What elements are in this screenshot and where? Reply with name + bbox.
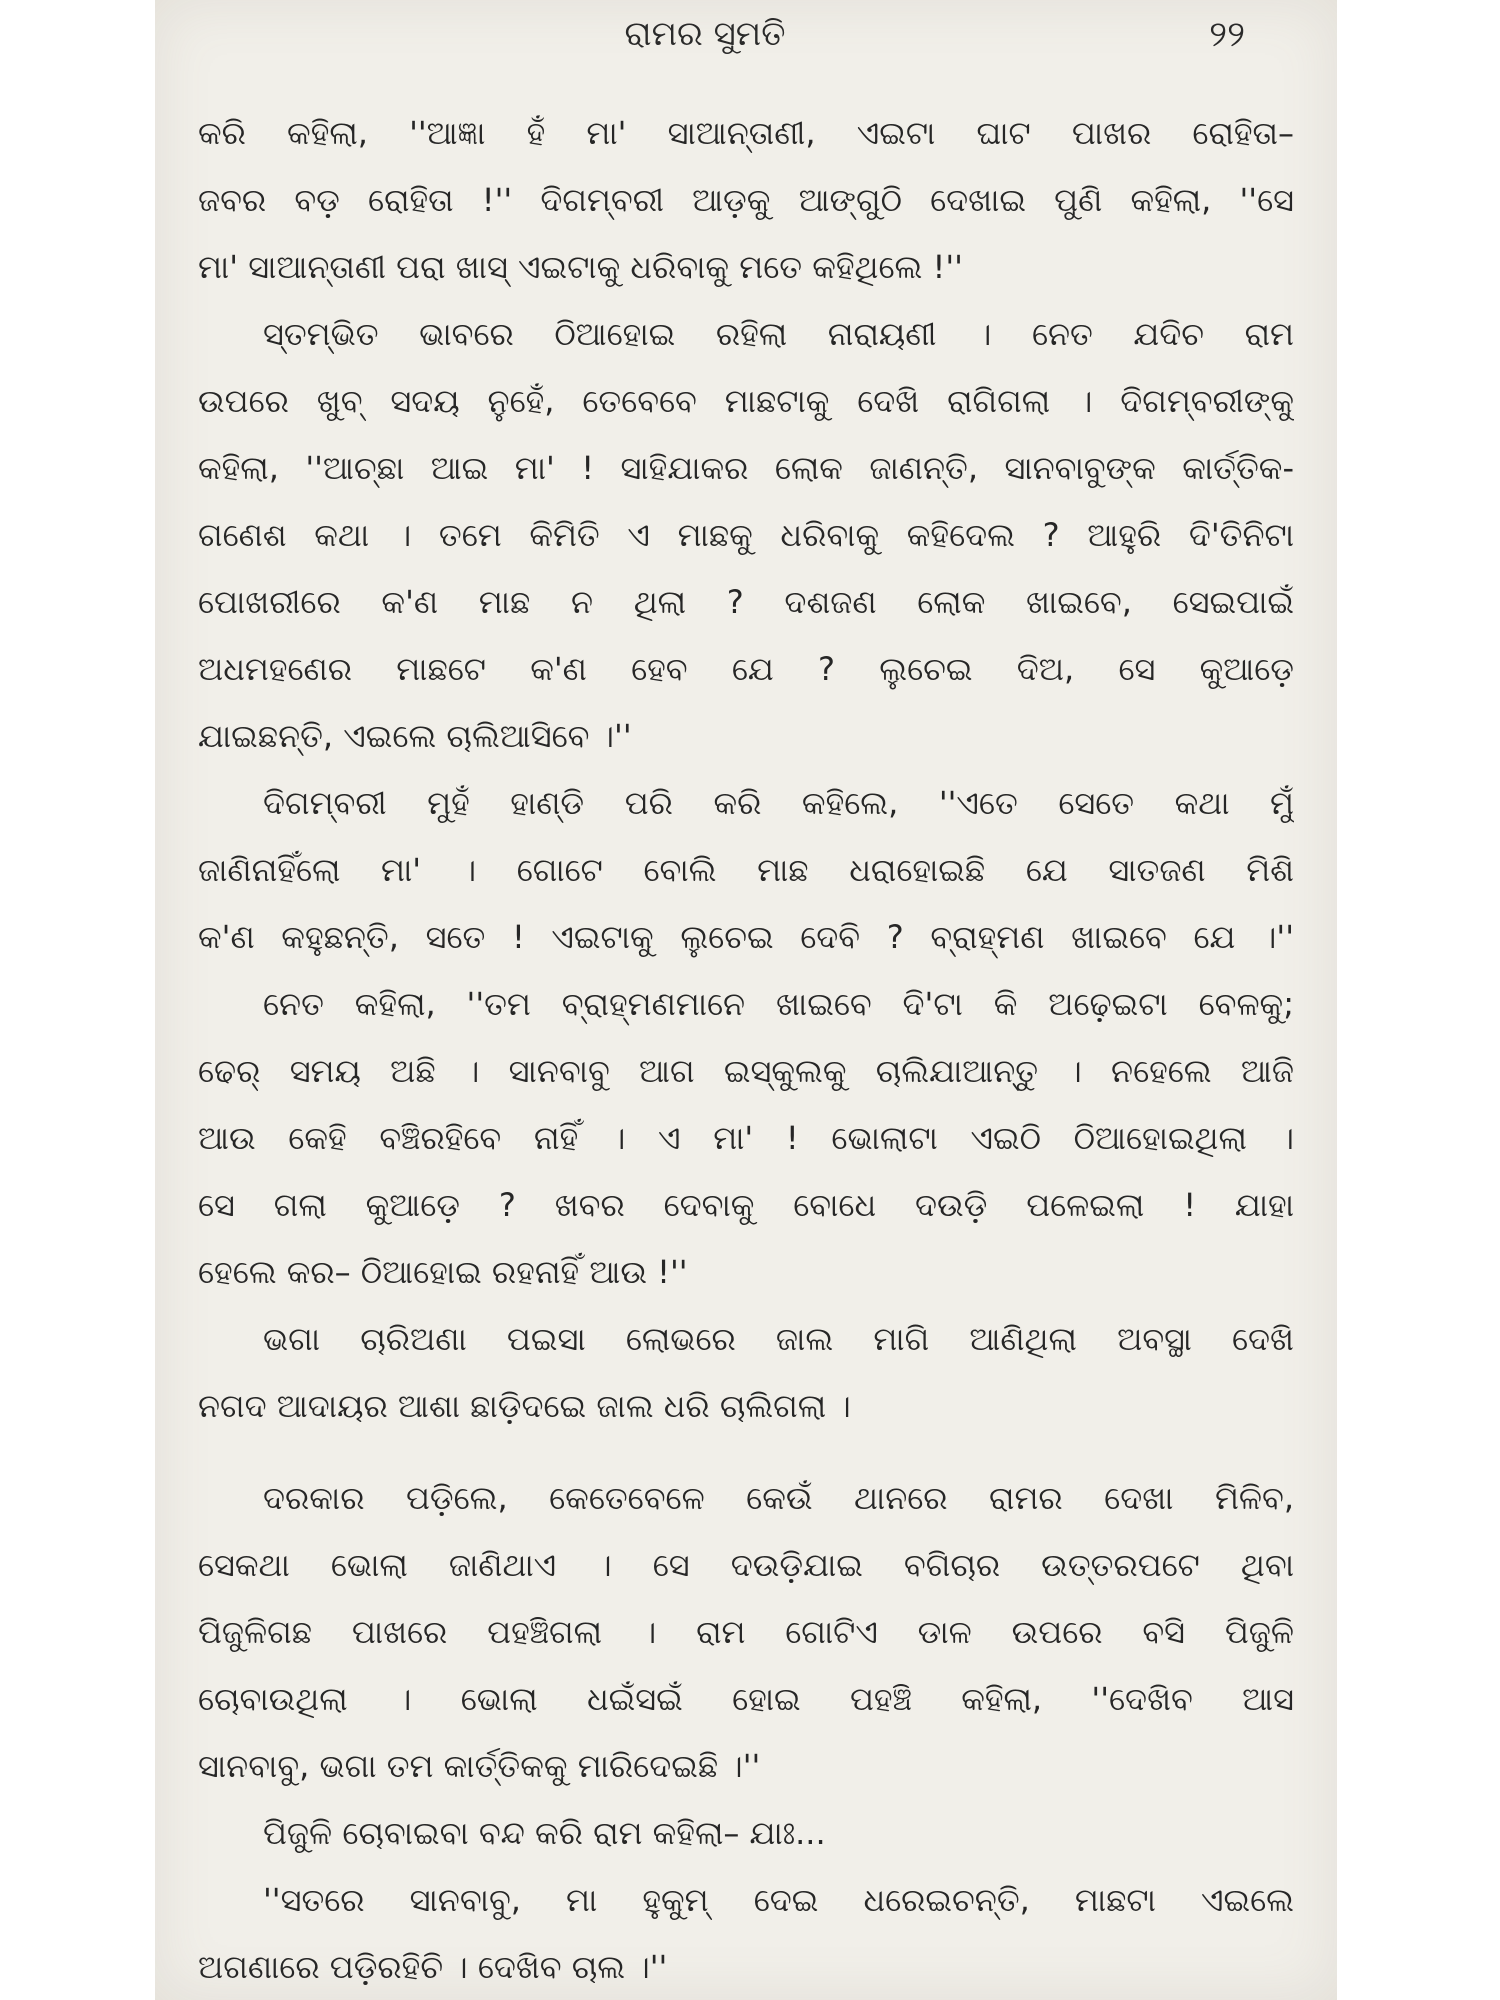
text-line: କହିଲା, ''ଆଚ୍ଛା ଆଇ ମା' ! ସାହିଯାକର ଲୋକ ଜାଣନ୍ତି, ସାନବାବୁଙ୍କ କାର୍ତ୍ତିକ- — [198, 449, 1294, 487]
text-line: ପୋଖରୀରେ କ'ଣ ମାଛ ନ ଥିଲା ? ଦଶଜଣ ଲୋକ ଖାଇବେ, ସେଇପାଇଁ — [198, 583, 1294, 621]
text-line: ସେକଥା ଭୋଲା ଜାଣିଥାଏ । ସେ ଦଉଡ଼ିଯାଇ ବଗିଚାର ଉତ୍ତରପଟେ ଥିବା — [198, 1546, 1294, 1584]
text-line: ଉପରେ ଖୁବ୍ ସଦୟ ନୁହେଁ, ତେବେବେ ମାଛଟାକୁ ଦେଖି ରାଗିଗଲା । ଦିଗମ୍ବରୀଙ୍କୁ — [198, 382, 1294, 420]
text-line: କ'ଣ କହୁଛନ୍ତି, ସତେ ! ଏଇଟାକୁ ଲୁଚେଇ ଦେବି ? ବ୍ରାହ୍ମଣ ଖାଇବେ ଯେ ।'' — [198, 918, 1294, 956]
text-line: ଦରକାର ପଡ଼ିଲେ, କେତେବେଳେ କେଉଁ ଥାନରେ ରାମର ଦେଖା ମିଳିବ, — [263, 1479, 1294, 1517]
text-line: ''ସତରେ ସାନବାବୁ, ମା ହୁକୁମ୍ ଦେଇ ଧରେଇଚନ୍ତି, ମାଛଟା ଏଇଲେ — [263, 1881, 1294, 1919]
text-line: ଭଗା ଚାରିଅଣା ପଇସା ଲୋଭରେ ଜାଲ ମାଗି ଆଣିଥିଲା ଅବସ୍ଥା ଦେଖି — [263, 1320, 1294, 1358]
text-line: ନେତ କହିଲା, ''ତମ ବ୍ରାହ୍ମଣମାନେ ଖାଇବେ ଦି'ଟା କି ଅଢ଼େଇଟା ବେଳକୁ; — [263, 985, 1294, 1023]
text-line: ମା' ସାଆନ୍ତାଣୀ ପରା ଖାସ୍ ଏଇଟାକୁ ଧରିବାକୁ ମତେ କହିଥିଲେ !'' — [198, 248, 963, 286]
text-line: ଅଗଣାରେ ପଡ଼ିରହିଚି । ଦେଖିବ ଚାଲ ।'' — [198, 1948, 668, 1986]
text-line: ଅଧମହଣେର ମାଛଟେ କ'ଣ ହେବ ଯେ ? ଲୁଚେଇ ଦିଅ, ସେ କୁଆଡ଼େ — [198, 650, 1294, 688]
page-header — [155, 8, 1337, 68]
running-title: ରାମର ସୁମତି — [624, 14, 786, 54]
text-line: ହେଲେ କର– ଠିଆହୋଇ ରହନାହିଁ ଆଉ !'' — [198, 1253, 688, 1291]
text-line: ନଗଦ ଆଦାୟର ଆଶା ଛାଡ଼ିଦଇେ ଜାଲ ଧରି ଚାଲିଗଲା । — [198, 1387, 851, 1425]
text-line: ଜବର ବଡ଼ ରୋହିତା !'' ଦିଗମ୍ବରୀ ଆଡ଼କୁ ଆଙ୍ଗୁଠି ଦେଖାଇ ପୁଣି କହିଲା, ''ସେ — [198, 181, 1294, 219]
text-line: ପିଜୁଳି ଚୋବାଇବା ବନ୍ଦ କରି ରାମ କହିଲା– ଯାଃ... — [263, 1814, 826, 1852]
text-line: ପିଜୁଳିଗଛ ପାଖରେ ପହଞ୍ଚିଗଲା । ରାମ ଗୋଟିଏ ଡାଳ ଉପରେ ବସି ପିଜୁଳି — [198, 1613, 1294, 1651]
text-line: ସେ ଗଲା କୁଆଡ଼େ ? ଖବର ଦେବାକୁ ବୋଧେ ଦଉଡ଼ି ପଳେଇଲା ! ଯାହା — [198, 1186, 1294, 1224]
text-line: ଦିଗମ୍ବରୀ ମୁହଁ ହାଣ୍ଡି ପରି କରି କହିଲେ, ''ଏତେ ସେତେ କଥା ମୁଁ — [263, 784, 1294, 822]
text-line: ଜାଣିନାହିଁଲୋ ମା' । ଗୋଟେ ବୋଲି ମାଛ ଧରାହୋଇଛି ଯେ ସାତଜଣ ମିଶି — [198, 851, 1294, 889]
text-line: ଯାଇଛନ୍ତି, ଏଇଲେ ଚାଲିଆସିବେ ।'' — [198, 717, 632, 755]
text-line: ଆଉ କେହି ବଞ୍ଚିରହିବେ ନାହିଁ । ଏ ମା' ! ଭୋଲାଟା ଏଇଠି ଠିଆହୋଇଥିଲା । — [198, 1119, 1294, 1157]
text-line: ଢେର୍ ସମୟ ଅଛି । ସାନବାବୁ ଆଗ ଇସ୍କୁଲକୁ ଚାଲିଯାଆନ୍ତୁ । ନହେଲେ ଆଜି — [198, 1052, 1294, 1090]
text-line: ଗଣେଶ କଥା । ତମେ କିମିତି ଏ ମାଛକୁ ଧରିବାକୁ କହିଦେଲ ? ଆହୁରି ଦି'ତିନିଟା — [198, 516, 1294, 554]
text-line: ଚୋବାଉଥିଲା । ଭୋଲା ଧଇଁସଇଁ ହୋଇ ପହଞ୍ଚି କହିଲା, ''ଦେଖିବ ଆସ — [198, 1680, 1294, 1718]
text-line: ସାନବାବୁ, ଭଗା ତମ କାର୍ତ୍ତିକକୁ ମାରିଦେଇଛି ।'' — [198, 1747, 761, 1785]
page-number: ୨୨ — [1209, 14, 1245, 55]
text-line: କରି କହିଲା, ''ଆଜ୍ଞା ହଁ ମା' ସାଆନ୍ତାଣୀ, ଏଇଟା ଘାଟ ପାଖର ରୋହିତା– — [198, 114, 1294, 152]
text-line: ସ୍ତମ୍ଭିତ ଭାବରେ ଠିଆହୋଇ ରହିଲା ନାରାୟଣୀ । ନେତ ଯଦିଚ ରାମ — [263, 315, 1294, 353]
scanned-book-page — [155, 0, 1337, 2000]
